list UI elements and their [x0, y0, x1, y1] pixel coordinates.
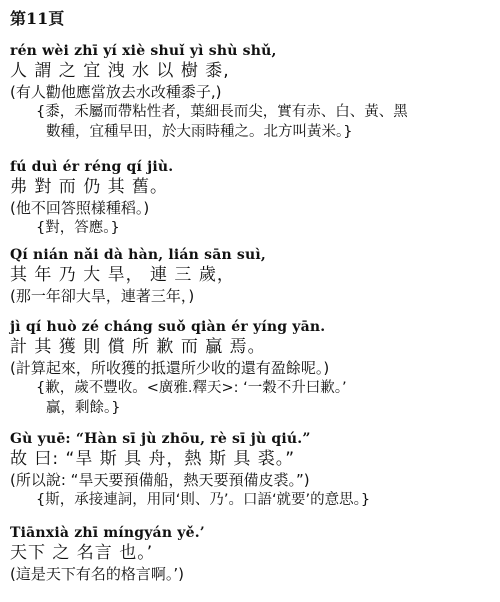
pinyin-line: Qí nián nǎi dà hàn, lián sān suì, [10, 247, 266, 263]
passage-section-6 [10, 526, 490, 587]
passage-section-5 [10, 432, 490, 513]
annotation-line: {斯，承接連詞，用同‘則、乃’。口語‘就要’的意思。} [36, 492, 371, 508]
translation-line: (計算起來，所收獲的抵還所少收的還有盈餘呢。) [10, 359, 330, 377]
page-title: 第11頁 [10, 9, 65, 28]
translation-line: (所以說: “旱天要預備船，熱天要預備皮裘。”) [10, 471, 310, 489]
pinyin-line: Tiānxià zhī míngyán yě.’ [10, 525, 205, 541]
translation-line: (他不回答照樣種稻。) [10, 199, 150, 217]
passage-section-2 [10, 160, 490, 241]
pinyin-line: Gù yuē: “Hàn sī jù zhōu, rè sī jù qiú.” [10, 431, 311, 447]
annotation-line: 數種，宜種早田，於大雨時種之。北方叫黃米。} [46, 123, 353, 140]
translation-line: (這是天下有名的格言啊。’) [10, 565, 184, 583]
chinese-text-line: 人 謂 之 宜 洩 水 以 樹 黍, [10, 61, 230, 81]
chinese-text-line: 故 曰: “旱 斯 具 舟，熱 斯 具 裘。” [10, 449, 296, 469]
passage-section-3 [10, 248, 490, 309]
annotation-line: {黍，禾屬而帶粘性者，葉細長而尖，實有赤、白、黃、黑 [36, 104, 408, 120]
passage-section-1 [10, 44, 490, 144]
translation-line: (那一年卻大旱，連著三年，) [10, 287, 195, 305]
pinyin-line: jì qí huò zé cháng suǒ qiàn ér yíng yān. [10, 319, 326, 335]
chinese-text-line: 天下 之 名言 也。’ [10, 543, 154, 563]
chinese-text-line: 其 年 乃 大 旱， 連 三 歲， [10, 265, 235, 285]
pinyin-line: rén wèi zhī yí xiè shuǐ yì shù shǔ, [10, 43, 277, 59]
annotation-line: {對，答應。} [36, 220, 120, 236]
translation-line: (有人勸他應當放去水改種黍子,) [10, 83, 222, 101]
passage-section-4 [10, 320, 490, 420]
annotation-line: {歉，歲不豐收。<廣雅.釋天>: ‘一穀不升曰歉。’ [36, 380, 347, 396]
pinyin-line: fú duì ér réng qí jiù. [10, 159, 174, 175]
annotation-line: 贏，剩餘。} [46, 399, 121, 416]
chinese-text-line: 計 其 獲 則 償 所 歉 而 贏 焉。 [10, 337, 266, 357]
chinese-text-line: 弗 對 而 仍 其 舊。 [10, 177, 169, 197]
